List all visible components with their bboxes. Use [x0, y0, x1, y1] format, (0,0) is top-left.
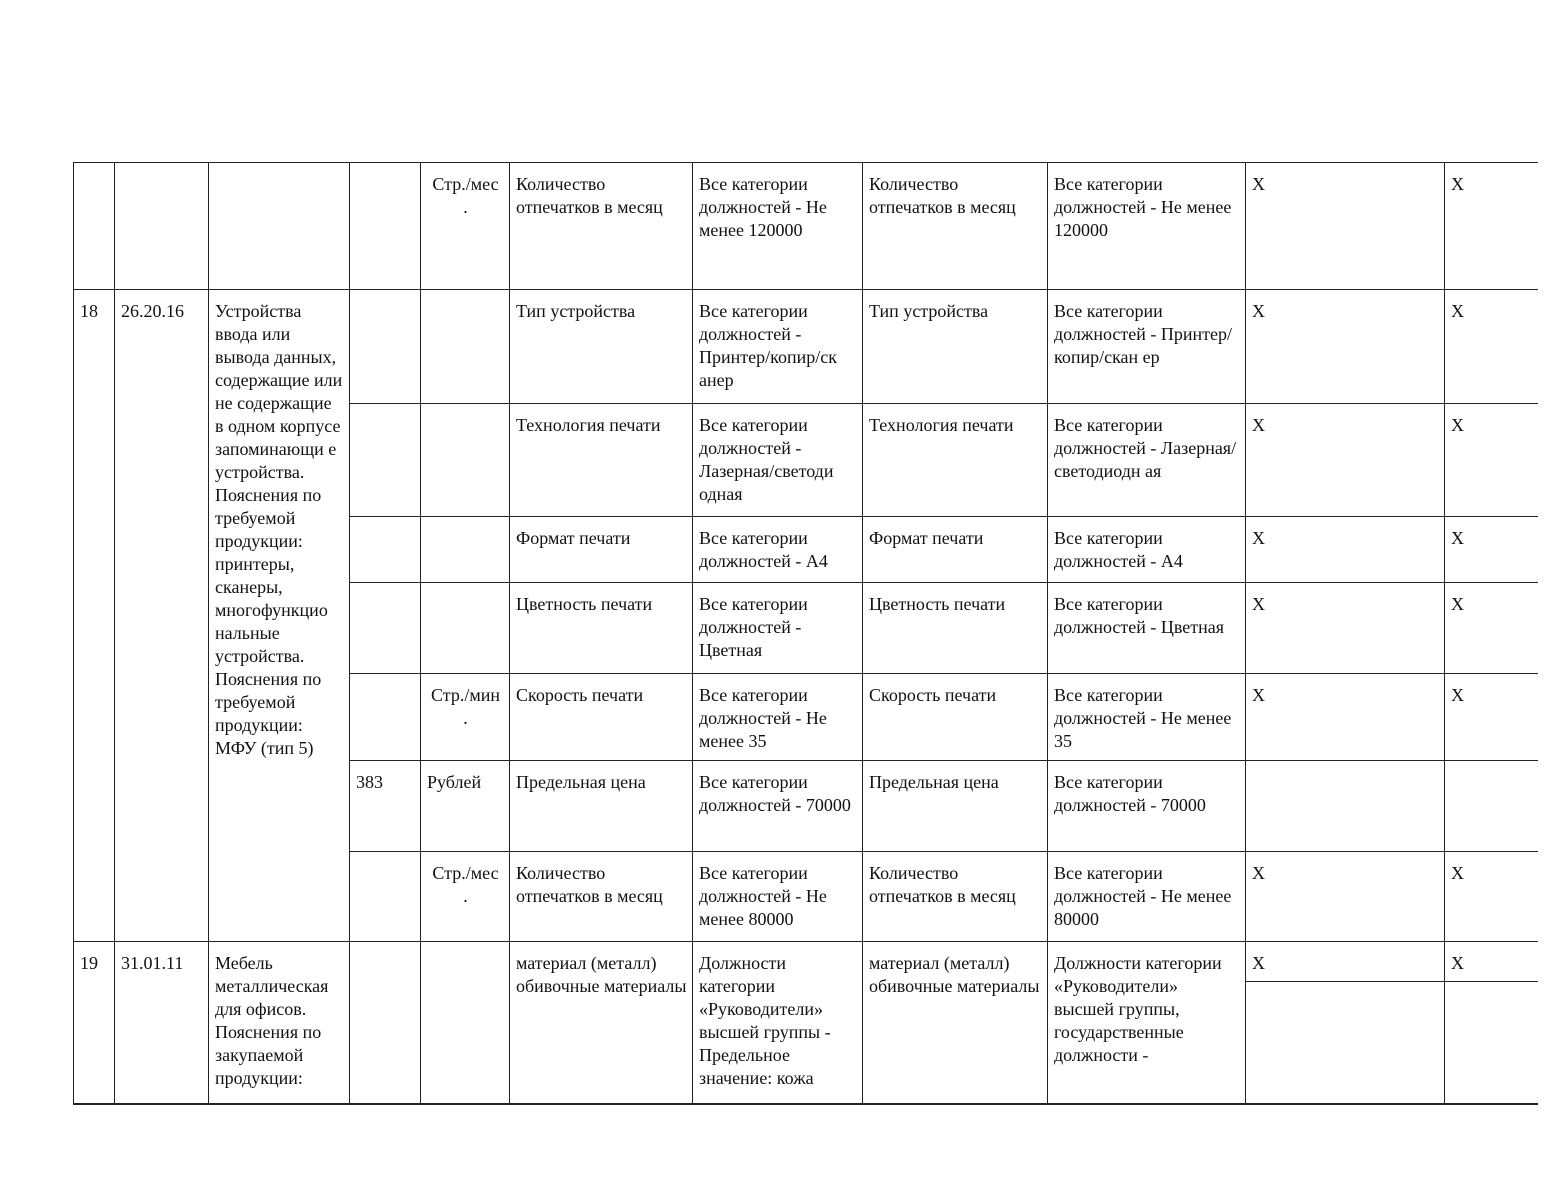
unit-text: Стр./мин — [430, 685, 500, 705]
cell-characteristic-2: материал (металл) обивочные материалы — [863, 942, 1048, 1104]
cell-okpd: 31.01.11 — [115, 942, 209, 1104]
cell-mark-1: X — [1246, 290, 1445, 404]
requirements-table — [73, 162, 1538, 1105]
cell-mark-2: X — [1445, 583, 1538, 674]
cell-mark-1: X — [1246, 163, 1445, 290]
cell-num: 19 — [74, 942, 115, 1104]
unit-text: Рублей — [427, 772, 482, 792]
table-row — [74, 942, 1538, 1104]
cell-characteristic-1: Технология печати — [510, 404, 693, 517]
cell-value-2: Все категории должностей - Цветная — [1048, 583, 1246, 674]
cell-unit — [421, 942, 510, 1104]
cell-unit — [421, 674, 510, 761]
cell-okei — [350, 852, 421, 942]
cell-characteristic-1: Цветность печати — [510, 583, 693, 674]
cell-value-2: Все категории должностей - Не менее 120000 — [1048, 163, 1246, 290]
cell-characteristic-2: Предельная цена — [863, 761, 1048, 852]
cell-mark-2: X — [1445, 290, 1538, 404]
cell-mark-1: X — [1246, 674, 1445, 761]
cell-characteristic-1: Количество отпечатков в месяц — [510, 163, 693, 290]
cell-characteristic-1: Количество отпечатков в месяц — [510, 852, 693, 942]
cell-mark-1: X — [1246, 517, 1445, 583]
table-row — [74, 290, 1538, 404]
cell-okei — [350, 290, 421, 404]
cell-value-1: Все категории должностей - 70000 — [693, 761, 863, 852]
cell-mark-1 — [1246, 942, 1445, 1104]
mark-1-top: X — [1246, 942, 1444, 982]
cell-characteristic-2: Скорость печати — [863, 674, 1048, 761]
cell-value-2: Все категории должностей - А4 — [1048, 517, 1246, 583]
cell-mark-2 — [1445, 761, 1538, 852]
cell-unit — [421, 517, 510, 583]
cell-name: Устройства ввода или вывода данных, содержащие или не содержащие в одном корпусе запоминающи е устройства. Пояснения по требуемой продукции: принтеры, сканеры, многофункцио нальные устройства. Пояснения по требуемой продукции: МФУ (тип 5) — [209, 290, 350, 942]
cell-value-2: Должности категории «Руководители» высшей группы, государственные должности - — [1048, 942, 1246, 1104]
cell-name: Мебель металлическая для офисов. Пояснения по закупаемой продукции: — [209, 942, 350, 1104]
cell-okei — [350, 517, 421, 583]
cell-okei — [350, 163, 421, 290]
cell-name — [209, 163, 350, 290]
cell-unit — [421, 761, 510, 852]
cell-okei — [350, 583, 421, 674]
cell-characteristic-1: Тип устройства — [510, 290, 693, 404]
cell-okei — [350, 404, 421, 517]
cell-characteristic-2: Формат печати — [863, 517, 1048, 583]
cell-okpd — [115, 163, 209, 290]
cell-unit — [421, 852, 510, 942]
cell-num: 18 — [74, 290, 115, 942]
cell-value-1: Все категории должностей - Цветная — [693, 583, 863, 674]
cell-characteristic-1: Предельная цена — [510, 761, 693, 852]
cell-mark-2: X — [1445, 517, 1538, 583]
cell-num — [74, 163, 115, 290]
cell-characteristic-1: Скорость печати — [510, 674, 693, 761]
cell-okpd: 26.20.16 — [115, 290, 209, 942]
cell-unit — [421, 163, 510, 290]
cell-mark-2: X — [1445, 674, 1538, 761]
mark-2-top: X — [1445, 942, 1538, 982]
unit-suffix: . — [463, 886, 468, 906]
unit-text: Стр./мес — [432, 863, 499, 883]
cell-value-1: Все категории должностей - А4 — [693, 517, 863, 583]
cell-unit — [421, 404, 510, 517]
unit-text: Стр./мес — [432, 174, 499, 194]
cell-value-1: Должности категории «Руководители» высшей группы - Предельное значение: кожа — [693, 942, 863, 1104]
table-row — [74, 163, 1538, 290]
cell-value-2: Все категории должностей - Лазерная/светодиодн ая — [1048, 404, 1246, 517]
cell-mark-2: X — [1445, 852, 1538, 942]
cell-value-1: Все категории должностей - Не менее 120000 — [693, 163, 863, 290]
cell-characteristic-1: Формат печати — [510, 517, 693, 583]
cell-value-1: Все категории должностей - Принтер/копир/ск анер — [693, 290, 863, 404]
cell-value-1: Все категории должностей - Не менее 35 — [693, 674, 863, 761]
cell-value-2: Все категории должностей - Не менее 35 — [1048, 674, 1246, 761]
cell-mark-1: X — [1246, 583, 1445, 674]
cell-mark-1 — [1246, 761, 1445, 852]
cell-characteristic-2: Тип устройства — [863, 290, 1048, 404]
cell-okei — [350, 674, 421, 761]
cell-mark-2: X — [1445, 404, 1538, 517]
cell-okei — [350, 942, 421, 1104]
cell-value-2: Все категории должностей - Принтер/копир/скан ер — [1048, 290, 1246, 404]
unit-suffix: . — [463, 708, 468, 728]
cell-characteristic-2: Количество отпечатков в месяц — [863, 852, 1048, 942]
cell-value-2: Все категории должностей - Не менее 80000 — [1048, 852, 1246, 942]
cell-mark-2: X — [1445, 163, 1538, 290]
cell-unit — [421, 290, 510, 404]
cell-characteristic-1: материал (металл) обивочные материалы — [510, 942, 693, 1104]
cell-value-1: Все категории должностей - Не менее 80000 — [693, 852, 863, 942]
cell-okei: 383 — [350, 761, 421, 852]
cell-value-1: Все категории должностей - Лазерная/светоди одная — [693, 404, 863, 517]
cell-characteristic-2: Цветность печати — [863, 583, 1048, 674]
cell-mark-1: X — [1246, 404, 1445, 517]
unit-suffix: . — [463, 197, 468, 217]
cell-characteristic-2: Технология печати — [863, 404, 1048, 517]
cell-characteristic-2: Количество отпечатков в месяц — [863, 163, 1048, 290]
cell-unit — [421, 583, 510, 674]
cell-mark-1: X — [1246, 852, 1445, 942]
cell-mark-2 — [1445, 942, 1538, 1104]
cell-value-2: Все категории должностей - 70000 — [1048, 761, 1246, 852]
